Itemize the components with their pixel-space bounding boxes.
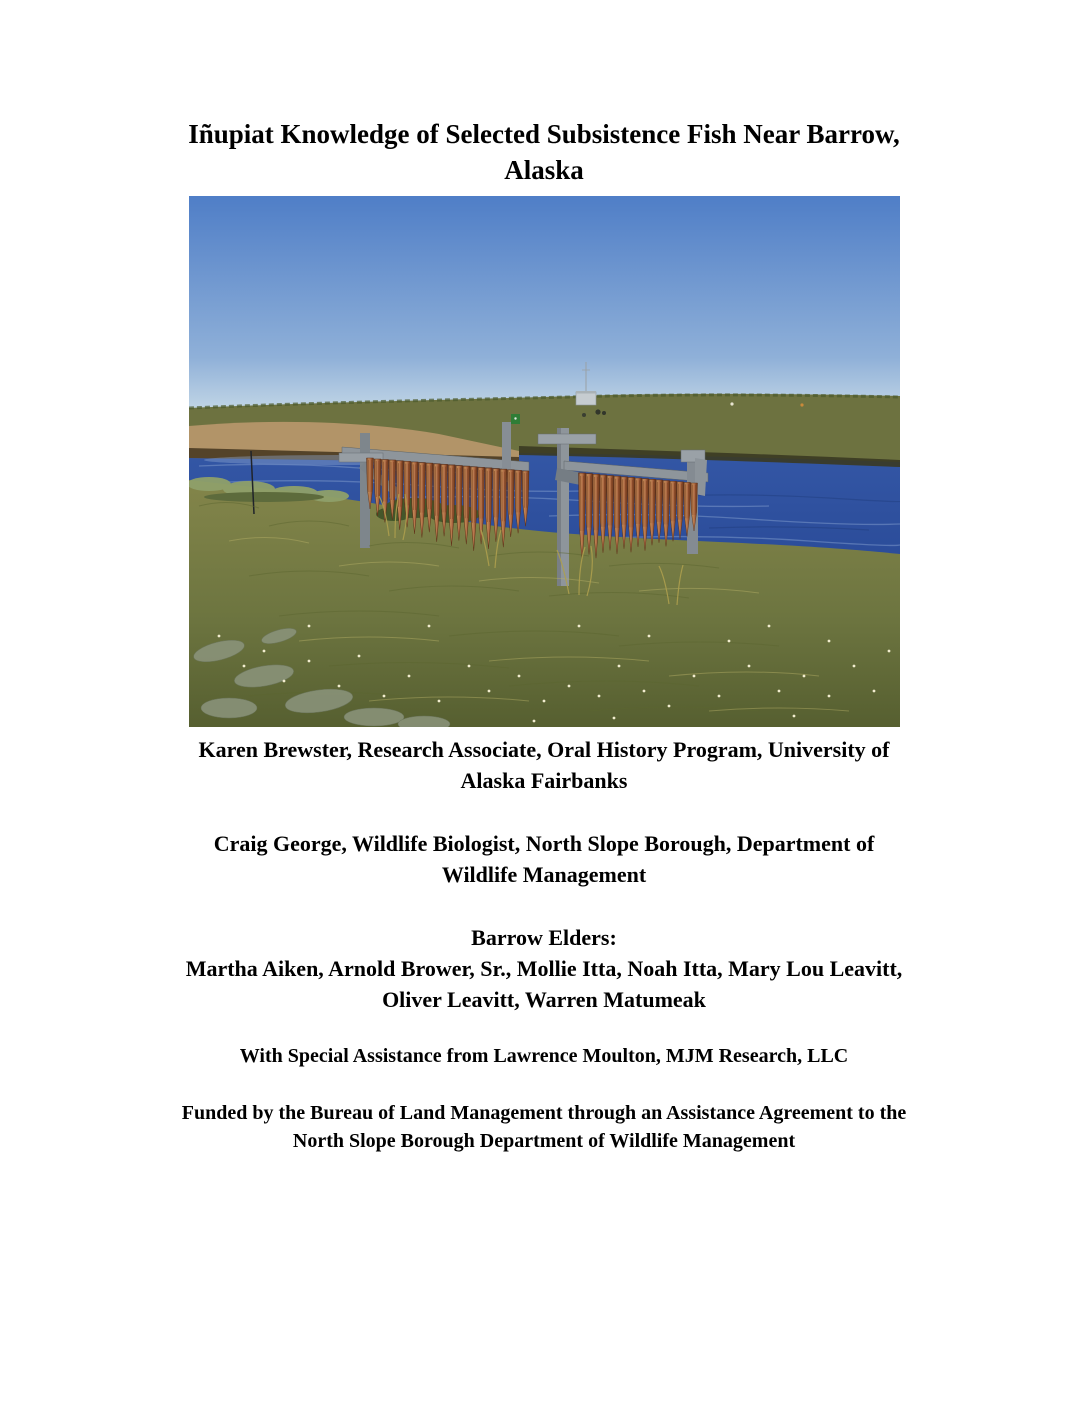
barrow-elders-section [104,922,984,1015]
author-craig-george [104,828,984,890]
author2-line2: Wildlife Management [441,862,647,887]
author-karen-brewster [104,734,984,796]
funding-note [104,1099,984,1155]
cover-photo [189,196,900,727]
author1-line1: Karen Brewster, Research Associate, Oral History Program, University of [198,737,890,762]
rack-t-crossbar [538,434,596,444]
page-title [104,116,984,188]
elders-names-line2: Oliver Leavitt, Warren Matumeak [382,987,706,1012]
author1-line2: Alaska Fairbanks [460,768,628,793]
page-title-line1: Iñupiat Knowledge of Selected Subsistence Fish Near Barrow, [188,119,900,149]
assistance-text: With Special Assistance from Lawrence Moulton, MJM Research, LLC [239,1045,849,1067]
funding-line2: North Slope Borough Department of Wildlife Management [292,1130,796,1152]
cover-photo-illustration [189,196,900,727]
page-title-line2: Alaska [504,155,584,185]
elders-heading: Barrow Elders: [471,925,617,950]
funding-line1: Funded by the Bureau of Land Management through an Assistance Agreement to the [181,1102,907,1124]
special-assistance-note [104,1043,984,1070]
elders-names-line1: Martha Aiken, Arnold Brower, Sr., Mollie Itta, Noah Itta, Mary Lou Leavitt, [185,956,903,981]
author2-line1: Craig George, Wildlife Biologist, North Slope Borough, Department of [213,831,875,856]
sky [189,196,900,411]
